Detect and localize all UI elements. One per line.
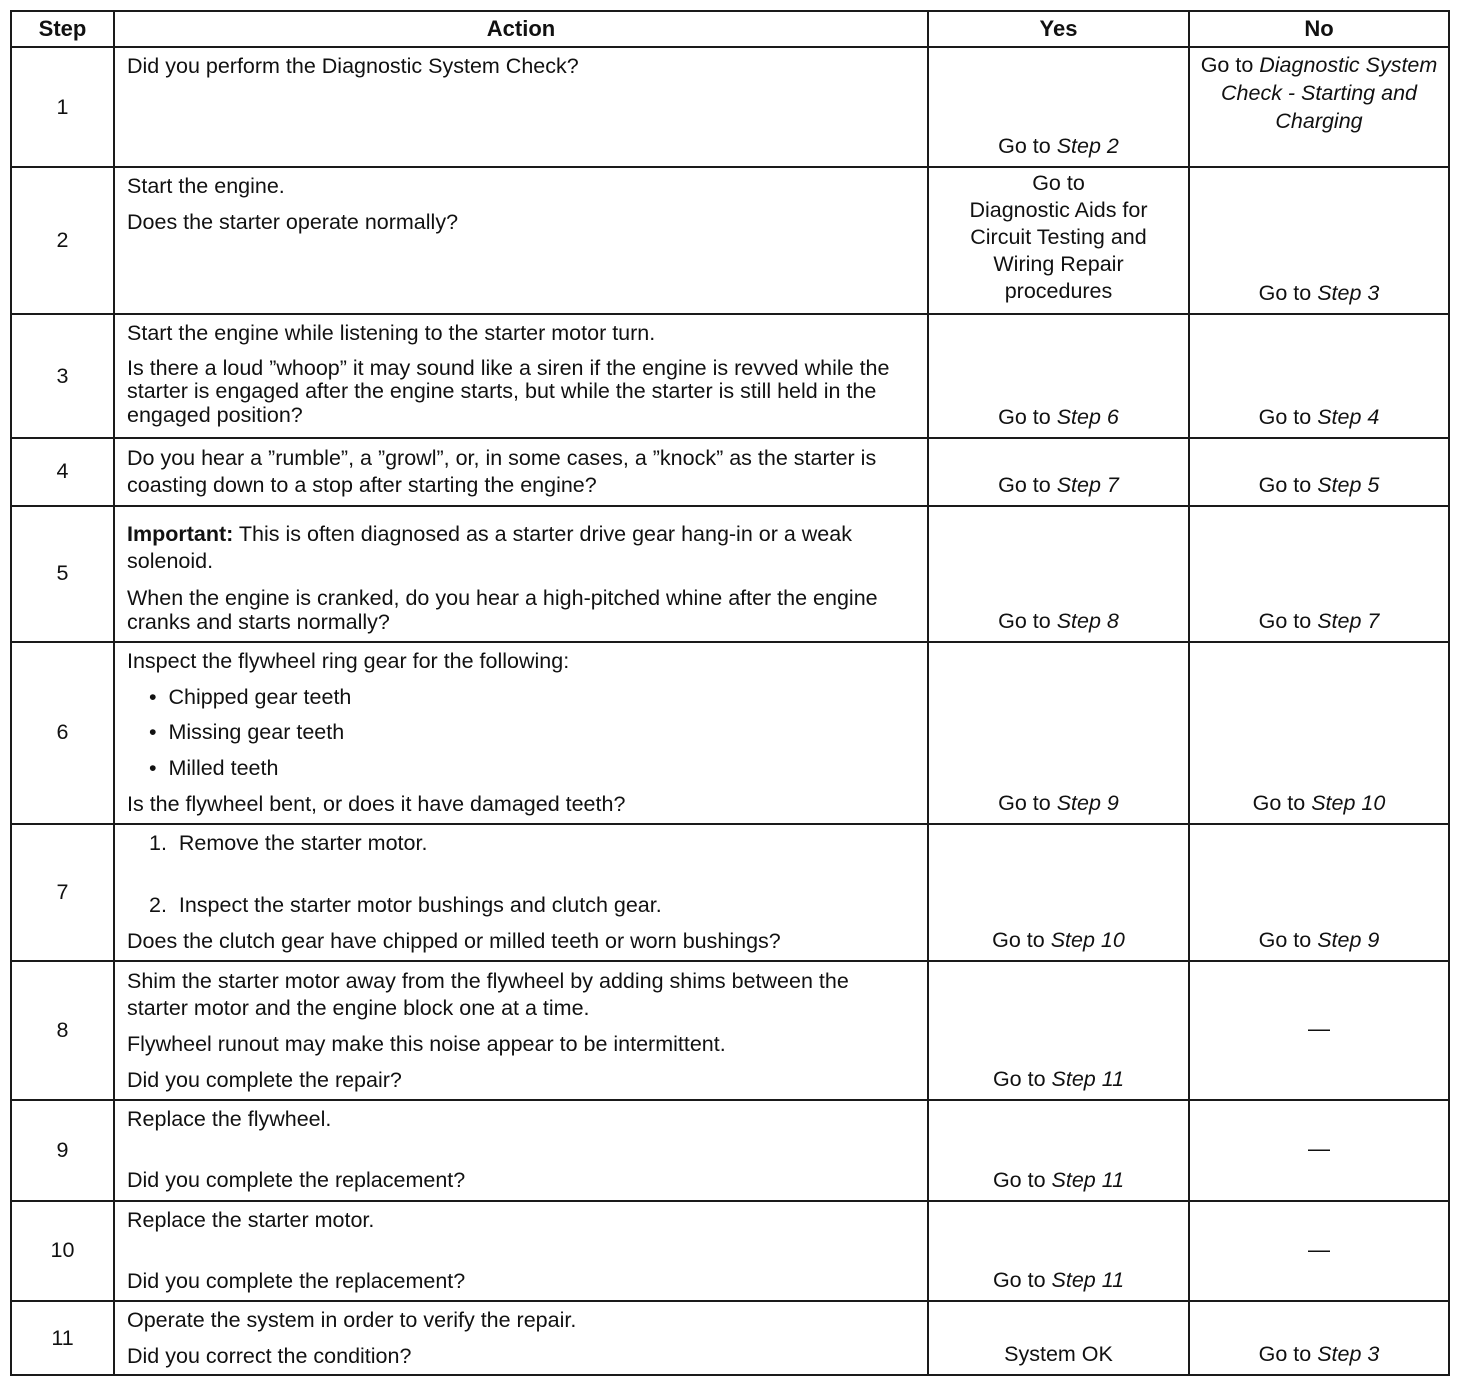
no-step-link: Step 5 [1317, 472, 1380, 497]
table-row [11, 438, 1449, 506]
step-number: 1 [11, 47, 114, 167]
action-question: Did you correct the condition? [127, 1343, 412, 1368]
action-question: Is there a loud ”whoop” it may sound like a siren if the engine is revved while the starter is engaged after the engine starts, but while the starter is still held in the engaged position? [127, 355, 890, 427]
yes-prefix: Go to [998, 790, 1057, 815]
step-number: 11 [11, 1301, 114, 1375]
action-cell [114, 438, 928, 506]
diagnostic-table [10, 10, 1450, 1376]
no-step-link: Step 7 [1317, 609, 1380, 634]
step-number: 4 [11, 438, 114, 506]
yes-prefix: Go to [998, 405, 1057, 430]
no-cell [1189, 506, 1449, 642]
yes-cell [928, 961, 1189, 1100]
table-row [11, 961, 1449, 1100]
table-row [11, 167, 1449, 314]
action-cell [114, 167, 928, 314]
step-number: 8 [11, 961, 114, 1100]
action-question: Did you complete the replacement? [127, 1268, 466, 1293]
bullet-text: Chipped gear teeth [168, 684, 352, 709]
yes-cell [928, 1201, 1189, 1301]
step-number: 2 [11, 167, 114, 314]
yes-cell [928, 1301, 1189, 1375]
step-number: 10 [11, 1201, 114, 1301]
yes-step-link: Step 6 [1056, 405, 1119, 430]
no-step-link: Step 4 [1317, 405, 1380, 430]
yes-result: System OK [1004, 1342, 1113, 1367]
action-text: Did you perform the Diagnostic System Check? [127, 54, 579, 78]
step-number: 3 [11, 314, 114, 438]
no-prefix: Go to [1258, 405, 1318, 430]
yes-step-link: Step 11 [1051, 1067, 1125, 1091]
no-prefix: Go to [1200, 53, 1260, 77]
yes-prefix: Go to [992, 1067, 1052, 1091]
important-label: Important: [127, 521, 234, 546]
yes-prefix: Go to [998, 472, 1057, 497]
action-question: Did you complete the replacement? [127, 1167, 466, 1192]
action-cell [114, 1201, 928, 1301]
yes-prefix: Go to [992, 1168, 1052, 1192]
step-number: 6 [11, 642, 114, 824]
table-row [11, 1301, 1449, 1375]
action-text: Replace the flywheel. [127, 1106, 332, 1131]
no-prefix: Go to [1258, 281, 1318, 306]
yes-cell [928, 167, 1189, 314]
yes-step-link: Step 10 [1050, 927, 1125, 952]
header-no: No [1189, 11, 1449, 47]
no-step-link: Step 10 [1311, 790, 1386, 815]
yes-cell [928, 438, 1189, 506]
action-question: Does the starter operate normally? [127, 209, 459, 234]
header-row [11, 11, 1449, 47]
bullet-item: • Chipped gear teeth [149, 684, 352, 709]
yes-cell [928, 1100, 1189, 1201]
action-cell [114, 506, 928, 642]
no-step-link: Step 3 [1317, 1342, 1380, 1367]
table-row [11, 1201, 1449, 1301]
header-action: Action [114, 11, 928, 47]
bullet-text: Missing gear teeth [168, 720, 345, 745]
yes-cell [928, 47, 1189, 167]
step-number: 5 [11, 506, 114, 642]
numbered-item: 1. Remove the starter motor. [149, 830, 428, 855]
important-note [127, 521, 915, 575]
action-cell [114, 824, 928, 961]
action-cell [114, 642, 928, 824]
header-step: Step [11, 11, 114, 47]
action-question: Did you complete the repair? [127, 1068, 402, 1093]
yes-step-link: Step 7 [1056, 472, 1119, 497]
action-question: Do you hear a ”rumble”, a ”growl”, or, in some cases, a ”knock” as the starter is coasting down to a stop after starting the engine? [127, 446, 877, 497]
yes-step-link: Step 11 [1051, 1268, 1125, 1292]
no-prefix: Go to [1252, 790, 1312, 815]
yes-prefix: Go to [998, 609, 1057, 634]
bullet-text: Milled teeth [168, 756, 279, 781]
bullet-item: • Milled teeth [149, 756, 279, 781]
action-text: Start the engine while listening to the starter motor turn. [127, 321, 656, 345]
header-yes: Yes [928, 11, 1189, 47]
no-cell [1189, 167, 1449, 314]
yes-prefix: Go to [1032, 171, 1085, 195]
no-dash: — [1308, 1236, 1330, 1262]
no-cell [1189, 1301, 1449, 1375]
yes-cell [928, 642, 1189, 824]
numbered-item: 2. Inspect the starter motor bushings and clutch gear. [149, 893, 662, 918]
action-question: When the engine is cranked, do you hear a high-pitched whine after the engine cranks and starts normally? [127, 585, 878, 635]
action-question: Is the flywheel bent, or does it have damaged teeth? [127, 791, 626, 816]
no-cell [1189, 642, 1449, 824]
yes-step-link: Step 9 [1056, 790, 1119, 815]
yes-prefix: Go to [992, 1268, 1052, 1292]
table-row [11, 314, 1449, 438]
table-row [11, 1100, 1449, 1201]
table-row [11, 47, 1449, 167]
yes-step-link: Step 8 [1056, 609, 1119, 634]
action-cell [114, 961, 928, 1100]
no-prefix: Go to [1258, 1342, 1318, 1367]
no-cell [1189, 438, 1449, 506]
action-note: Flywheel runout may make this noise appear to be intermittent. [127, 1032, 726, 1057]
no-prefix: Go to [1258, 472, 1318, 497]
no-target-link: Diagnostic System Check - Starting and Charging [1221, 53, 1438, 133]
yes-cell [928, 314, 1189, 438]
no-cell [1189, 824, 1449, 961]
yes-step-link: Step 11 [1051, 1168, 1125, 1192]
table-row [11, 642, 1449, 824]
no-step-link: Step 9 [1317, 927, 1380, 952]
action-text: Inspect the flywheel ring gear for the following: [127, 648, 570, 673]
step-number: 7 [11, 824, 114, 961]
no-cell [1189, 961, 1449, 1100]
yes-target-text: Diagnostic Aids for Circuit Testing and Wiring Repair procedures [969, 197, 1148, 303]
bullet-item: • Missing gear teeth [149, 720, 345, 745]
no-cell [1189, 47, 1449, 167]
action-question: Does the clutch gear have chipped or milled teeth or worn bushings? [127, 928, 781, 953]
action-text: Shim the starter motor away from the flywheel by adding shims between the starter motor and the engine block one at a time. [127, 968, 849, 1020]
no-prefix: Go to [1258, 927, 1318, 952]
no-step-link: Step 3 [1317, 281, 1380, 306]
action-cell [114, 1100, 928, 1201]
yes-prefix: Go to [998, 134, 1057, 159]
no-dash: — [1308, 1016, 1330, 1042]
no-prefix: Go to [1258, 609, 1318, 634]
important-text: This is often diagnosed as a starter drive gear hang-in or a weak solenoid. [127, 521, 852, 573]
table-row [11, 824, 1449, 961]
step-number: 9 [11, 1100, 114, 1201]
action-cell [114, 1301, 928, 1375]
yes-step-link: Step 2 [1056, 134, 1119, 159]
action-cell [114, 47, 928, 167]
no-dash: — [1308, 1136, 1330, 1162]
yes-cell [928, 506, 1189, 642]
action-text: Replace the starter motor. [127, 1207, 375, 1232]
action-text: Start the engine. [127, 174, 285, 198]
no-cell [1189, 1100, 1449, 1201]
no-cell [1189, 1201, 1449, 1301]
yes-prefix: Go to [992, 927, 1051, 952]
table-row [11, 506, 1449, 642]
action-cell [114, 314, 928, 438]
yes-cell [928, 824, 1189, 961]
no-cell [1189, 314, 1449, 438]
action-text: Operate the system in order to verify the repair. [127, 1307, 577, 1332]
